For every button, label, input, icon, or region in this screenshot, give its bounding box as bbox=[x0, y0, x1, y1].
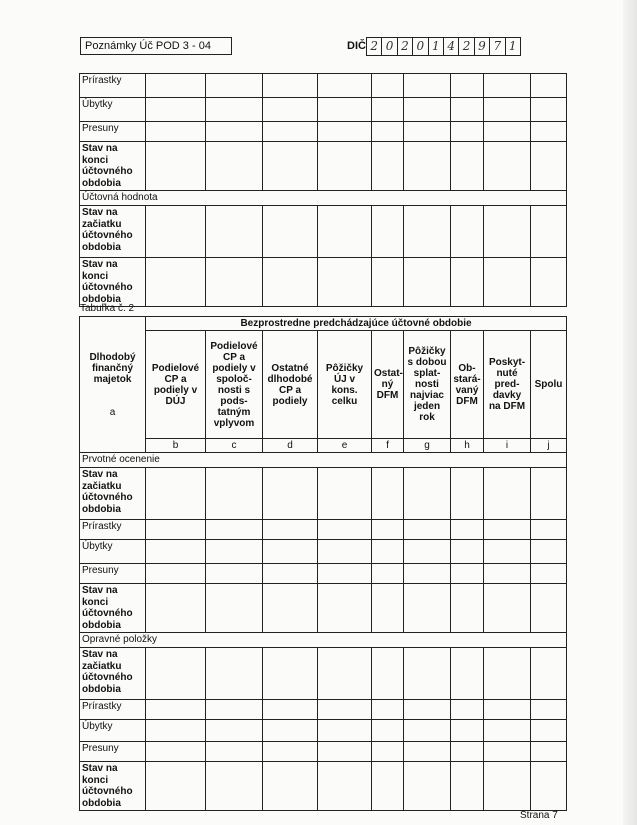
row-label: Stav na konci účtovného obdobia bbox=[80, 258, 146, 307]
column-letter: e bbox=[318, 439, 372, 453]
column-letters-row bbox=[80, 439, 567, 453]
column-letter: i bbox=[484, 439, 531, 453]
dic-digit: 4 bbox=[444, 38, 459, 55]
dic-label: DIČ bbox=[347, 40, 366, 52]
column-letter: c bbox=[206, 439, 263, 453]
table-header-row bbox=[80, 317, 567, 331]
table-2 bbox=[79, 316, 567, 811]
row-label: Úbytky bbox=[80, 540, 146, 564]
column-header: Poskyt- nuté pred- davky na DFM bbox=[484, 331, 531, 439]
table-caption: Tabuľka č. 2 bbox=[80, 303, 135, 314]
table-row bbox=[80, 742, 567, 762]
row-label: Prírastky bbox=[80, 74, 146, 98]
table-row bbox=[80, 700, 567, 720]
section-header bbox=[80, 633, 567, 648]
dic-digit: 1 bbox=[508, 39, 517, 53]
dic-digit: 1 bbox=[429, 38, 444, 55]
table-row bbox=[80, 142, 567, 191]
row-label: Prírastky bbox=[80, 700, 146, 720]
column-letter: g bbox=[404, 439, 451, 453]
row-label: Stav na konci účtovného obdobia bbox=[80, 584, 146, 633]
table-row bbox=[80, 648, 567, 700]
table-row bbox=[80, 206, 567, 258]
table-row bbox=[80, 468, 567, 520]
section-title: Opravné položky bbox=[80, 633, 567, 648]
section-title: Účtovná hodnota bbox=[80, 191, 567, 206]
table-row bbox=[80, 584, 567, 633]
row-label: Prírastky bbox=[80, 520, 146, 540]
dic-digit: 2 bbox=[459, 38, 474, 55]
form-title: Poznámky Úč POD 3 - 04 bbox=[80, 37, 232, 55]
table-row bbox=[80, 540, 567, 564]
table-row bbox=[80, 720, 567, 742]
dic-digit: 0 bbox=[382, 38, 397, 55]
dic-digit: 2 bbox=[398, 38, 413, 55]
column-header: Pôžičky ÚJ v kons. celku bbox=[318, 331, 372, 439]
dic-digit: 0 bbox=[413, 38, 428, 55]
column-letter: d bbox=[263, 439, 318, 453]
column-header: Pôžičky s dobou splat- nosti najviac jeden rok bbox=[404, 331, 451, 439]
table-row bbox=[80, 122, 567, 142]
table-row bbox=[80, 564, 567, 584]
dic-digit: 2 bbox=[367, 38, 382, 55]
table-row bbox=[80, 74, 567, 98]
row-label: Presuny bbox=[80, 122, 146, 142]
row-label: Stav na začiatku účtovného obdobia bbox=[80, 468, 146, 520]
column-letter: h bbox=[451, 439, 484, 453]
column-header-first: Dlhodobý finančný majetok a bbox=[80, 317, 146, 453]
table-row bbox=[80, 98, 567, 122]
row-label: Stav na začiatku účtovného obdobia bbox=[80, 206, 146, 258]
table-header-row bbox=[80, 331, 567, 439]
section-header bbox=[80, 191, 567, 206]
dic-digit: 9 bbox=[475, 38, 490, 55]
column-header: Ostatné dlhodobé CP a podiely bbox=[263, 331, 318, 439]
column-letter: j bbox=[531, 439, 567, 453]
dic-digit: 7 bbox=[490, 38, 505, 55]
column-header: Podielové CP a podiely v DÚJ bbox=[146, 331, 206, 439]
column-header: Ostat- ný DFM bbox=[372, 331, 404, 439]
table-row bbox=[80, 258, 567, 307]
section-title: Prvotné ocenenie bbox=[80, 453, 567, 468]
row-label: Stav na konci účtovného obdobia bbox=[80, 142, 146, 191]
column-header: Ob- stará- vaný DFM bbox=[451, 331, 484, 439]
row-label: Presuny bbox=[80, 564, 146, 584]
column-header: Spolu bbox=[531, 331, 567, 439]
column-letter: b bbox=[146, 439, 206, 453]
section-header bbox=[80, 453, 567, 468]
row-label: Úbytky bbox=[80, 720, 146, 742]
row-label: Presuny bbox=[80, 742, 146, 762]
table-1 bbox=[79, 73, 567, 307]
row-label: Stav na začiatku účtovného obdobia bbox=[80, 648, 146, 700]
dic-field bbox=[366, 37, 521, 56]
table-row bbox=[80, 520, 567, 540]
group-header: Bezprostredne predchádzajúce účtovné obdobie bbox=[146, 317, 567, 331]
table-row bbox=[80, 762, 567, 811]
column-header: Podielové CP a podiely v spoloč- nosti s pods- tatným vplyvom bbox=[206, 331, 263, 439]
page-number: Strana 7 bbox=[520, 810, 558, 821]
page-edge-shadow bbox=[623, 0, 637, 825]
column-letter: f bbox=[372, 439, 404, 453]
row-label: Stav na konci účtovného obdobia bbox=[80, 762, 146, 811]
column-letter: a bbox=[109, 406, 116, 418]
row-label: Úbytky bbox=[80, 98, 146, 122]
